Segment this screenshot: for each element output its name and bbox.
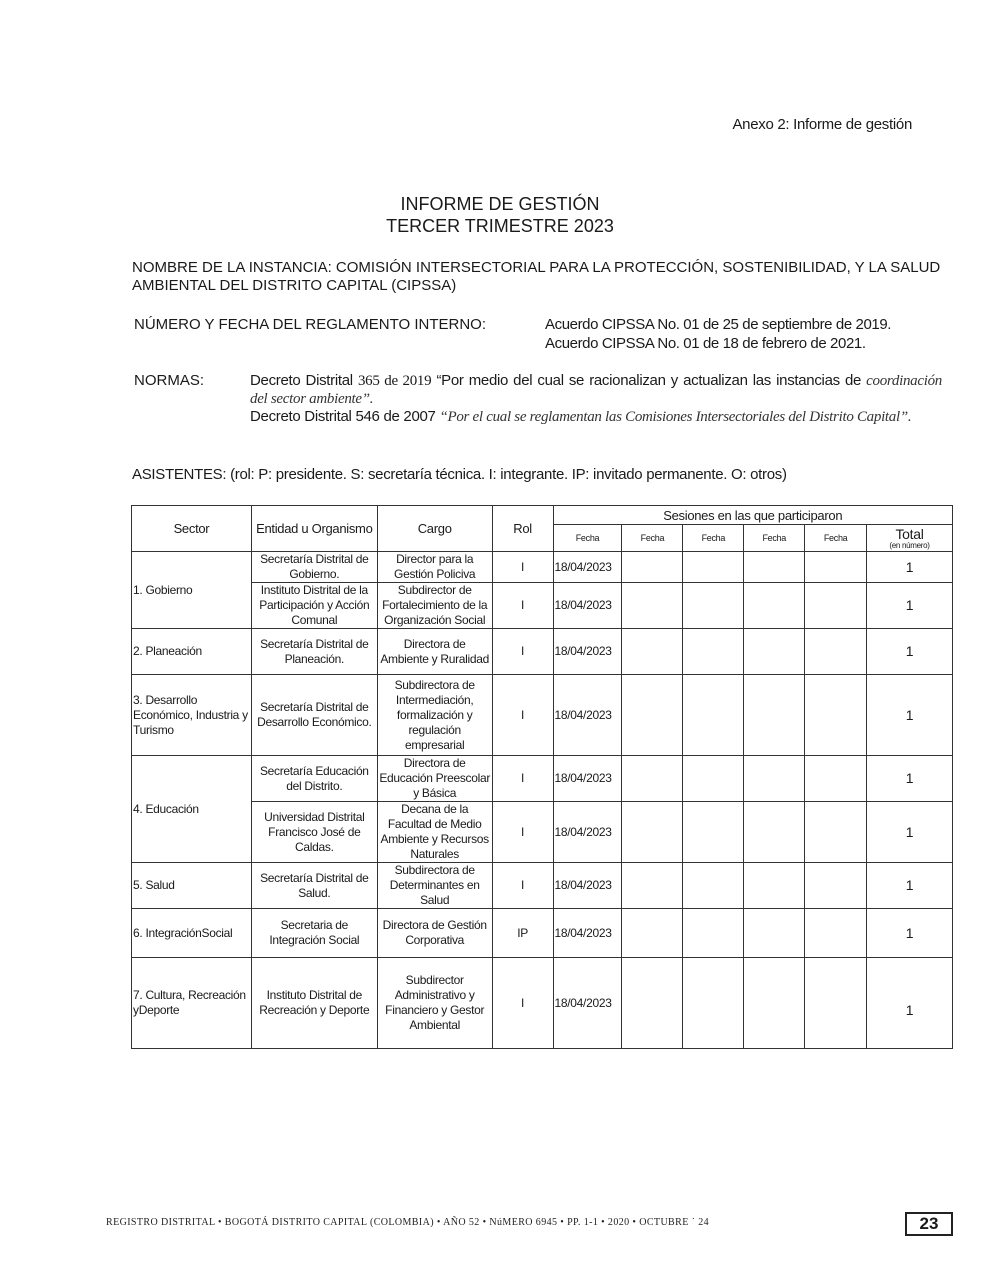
cell-fecha [744,756,805,802]
normas-body [250,372,942,426]
cell-rol: I [492,958,553,1049]
cell-cargo: Subdirector Administrativo y Financiero y Gestor Ambiental [377,958,492,1049]
cell-fecha [622,756,683,802]
header-fecha: Fecha [553,525,622,552]
cell-fecha [744,675,805,756]
table-row [132,552,953,583]
cell-total: 1 [867,552,953,583]
cell-entidad: Secretaría Distrital de Gobierno. [251,552,377,583]
cell-fecha [744,629,805,675]
table-row [132,802,953,863]
cell-total: 1 [867,863,953,909]
norma-item [250,408,942,426]
cell-total: 1 [867,629,953,675]
table-row [132,583,953,629]
cell-fecha [744,802,805,863]
cell-fecha [622,629,683,675]
cell-fecha [683,552,744,583]
cell-entidad: Instituto Distrital de Recreación y Deporte [251,958,377,1049]
header-fecha: Fecha [744,525,805,552]
norma-quote-italic: coordinación del sector ambiente”. [250,373,942,407]
cell-sector: 2. Planeación [132,629,252,675]
cell-total: 1 [867,909,953,958]
cell-cargo: Directora de Gestión Corporativa [377,909,492,958]
reglamento-value: Acuerdo CIPSSA No. 01 de 18 de febrero de 2021. [545,335,866,352]
page-title [0,193,1000,237]
cell-fecha [805,802,867,863]
header-cargo: Cargo [377,506,492,552]
cell-fecha [805,629,867,675]
header-rol: Rol [492,506,553,552]
cell-fecha [744,909,805,958]
cell-entidad: Secretaría Distrital de Desarrollo Económico. [251,675,377,756]
cell-fecha [744,583,805,629]
cell-sector: 4. Educación [132,756,252,863]
cell-cargo: Director para la Gestión Policiva [377,552,492,583]
cell-total: 1 [867,583,953,629]
cell-fecha [683,863,744,909]
cell-fecha [805,909,867,958]
table-row [132,863,953,909]
cell-fecha [805,552,867,583]
cell-fecha: 18/04/2023 [553,552,622,583]
reglamento-label: NÚMERO Y FECHA DEL REGLAMENTO INTERNO: [134,316,487,333]
cell-fecha [805,958,867,1049]
cell-fecha [805,583,867,629]
cell-rol: IP [492,909,553,958]
header-total [867,525,953,552]
cell-fecha [805,756,867,802]
table-row [132,909,953,958]
cell-fecha [744,958,805,1049]
cell-cargo: Subdirector de Fortalecimiento de la Organización Social [377,583,492,629]
cell-rol: I [492,552,553,583]
cell-fecha [805,863,867,909]
cell-cargo: Directora de Ambiente y Ruralidad [377,629,492,675]
total-label: Total [895,525,924,542]
header-sesiones: Sesiones en las que participaron [553,506,952,525]
norma-ref-number: 365 de 2019 [357,373,432,389]
title-line-1: INFORME DE GESTIÓN [400,194,600,214]
reglamento-values [545,315,891,353]
cell-fecha [683,583,744,629]
header-fecha: Fecha [622,525,683,552]
cell-sector: 7. Cultura, Recreación yDeporte [132,958,252,1049]
header-fecha: Fecha [805,525,867,552]
cell-fecha [622,958,683,1049]
cell-fecha: 18/04/2023 [553,675,622,756]
instancia-name: NOMBRE DE LA INSTANCIA: COMISIÓN INTERSECTORIAL PARA LA PROTECCIÓN, SOSTENIBILIDAD, Y LA SALUD AMBIENTAL DEL DISTRITO CAPITAL (CIPSSA) [132,259,941,294]
cell-cargo: Subdirectora de Intermediación, formalización y regulación empresarial [377,675,492,756]
cell-entidad: Secretaria de Integración Social [251,909,377,958]
cell-cargo: Decana de la Facultad de Medio Ambiente y Recursos Naturales [377,802,492,863]
cell-total: 1 [867,802,953,863]
table-row [132,675,953,756]
cell-rol: I [492,583,553,629]
total-sublabel: (en número) [889,540,930,550]
norma-quote-italic: “Por el cual se reglamentan las Comisiones Intersectoriales del Distrito Capital”. [439,409,912,425]
cell-sector: 5. Salud [132,863,252,909]
cell-rol: I [492,802,553,863]
cell-fecha: 18/04/2023 [553,629,622,675]
norma-ref: Decreto Distrital [250,372,353,389]
norma-quote: “Por medio del cual se racionalizan y actualizan las instancias de [436,372,862,389]
cell-entidad: Universidad Distrital Francisco José de Caldas. [251,802,377,863]
cell-rol: I [492,675,553,756]
page-number: 23 [905,1212,953,1236]
cell-fecha [683,909,744,958]
cell-rol: I [492,863,553,909]
cell-total: 1 [867,756,953,802]
cell-entidad: Instituto Distrital de la Participación y Acción Comunal [251,583,377,629]
annex-header: Anexo 2: Informe de gestión [732,116,912,133]
cell-fecha: 18/04/2023 [553,909,622,958]
reglamento-value: Acuerdo CIPSSA No. 01 de 25 de septiembre de 2019. [545,316,892,333]
cell-fecha [622,909,683,958]
cell-fecha [744,863,805,909]
cell-total: 1 [867,958,953,1049]
cell-fecha [622,552,683,583]
cell-fecha: 18/04/2023 [553,863,622,909]
cell-fecha [622,863,683,909]
asistentes-legend: ASISTENTES: (rol: P: presidente. S: secretaría técnica. I: integrante. IP: invitado permanente. O: otros) [132,466,787,483]
norma-item [250,372,942,408]
cell-sector: 6. IntegraciónSocial [132,909,252,958]
cell-fecha [622,583,683,629]
cell-cargo: Subdirectora de Determinantes en Salud [377,863,492,909]
table-row [132,629,953,675]
cell-fecha [805,675,867,756]
cell-fecha: 18/04/2023 [553,802,622,863]
table-row [132,756,953,802]
cell-fecha: 18/04/2023 [553,756,622,802]
cell-rol: I [492,629,553,675]
cell-fecha: 18/04/2023 [553,583,622,629]
cell-fecha: 18/04/2023 [553,958,622,1049]
cell-fecha [744,552,805,583]
cell-entidad: Secretaría Distrital de Salud. [251,863,377,909]
cell-cargo: Directora de Educación Preescolar y Básica [377,756,492,802]
cell-entidad: Secretaría Educación del Distrito. [251,756,377,802]
cell-fecha [622,675,683,756]
normas-label: NORMAS: [134,372,205,389]
footer-text: REGISTRO DISTRITAL • BOGOTÁ DISTRITO CAPITAL (COLOMBIA) • AÑO 52 • NúMERO 6945 • PP. 1-1 • 2020 • OCTUBRE ˙ 24 [106,1217,710,1228]
cell-fecha [683,958,744,1049]
cell-total: 1 [867,675,953,756]
cell-fecha [683,802,744,863]
cell-fecha [683,629,744,675]
cell-entidad: Secretaría Distrital de Planeación. [251,629,377,675]
cell-sector: 3. Desarrollo Económico, Industria y Turismo [132,675,252,756]
cell-fecha [683,756,744,802]
cell-fecha [683,675,744,756]
cell-rol: I [492,756,553,802]
norma-ref: Decreto Distrital 546 de 2007 [250,408,436,425]
cell-sector: 1. Gobierno [132,552,252,629]
header-entidad: Entidad u Organismo [251,506,377,552]
header-fecha: Fecha [683,525,744,552]
title-line-2: TERCER TRIMESTRE 2023 [386,216,614,236]
cell-fecha [622,802,683,863]
header-sector: Sector [132,506,252,552]
table-row [132,958,953,1049]
attendance-table [131,505,953,1049]
